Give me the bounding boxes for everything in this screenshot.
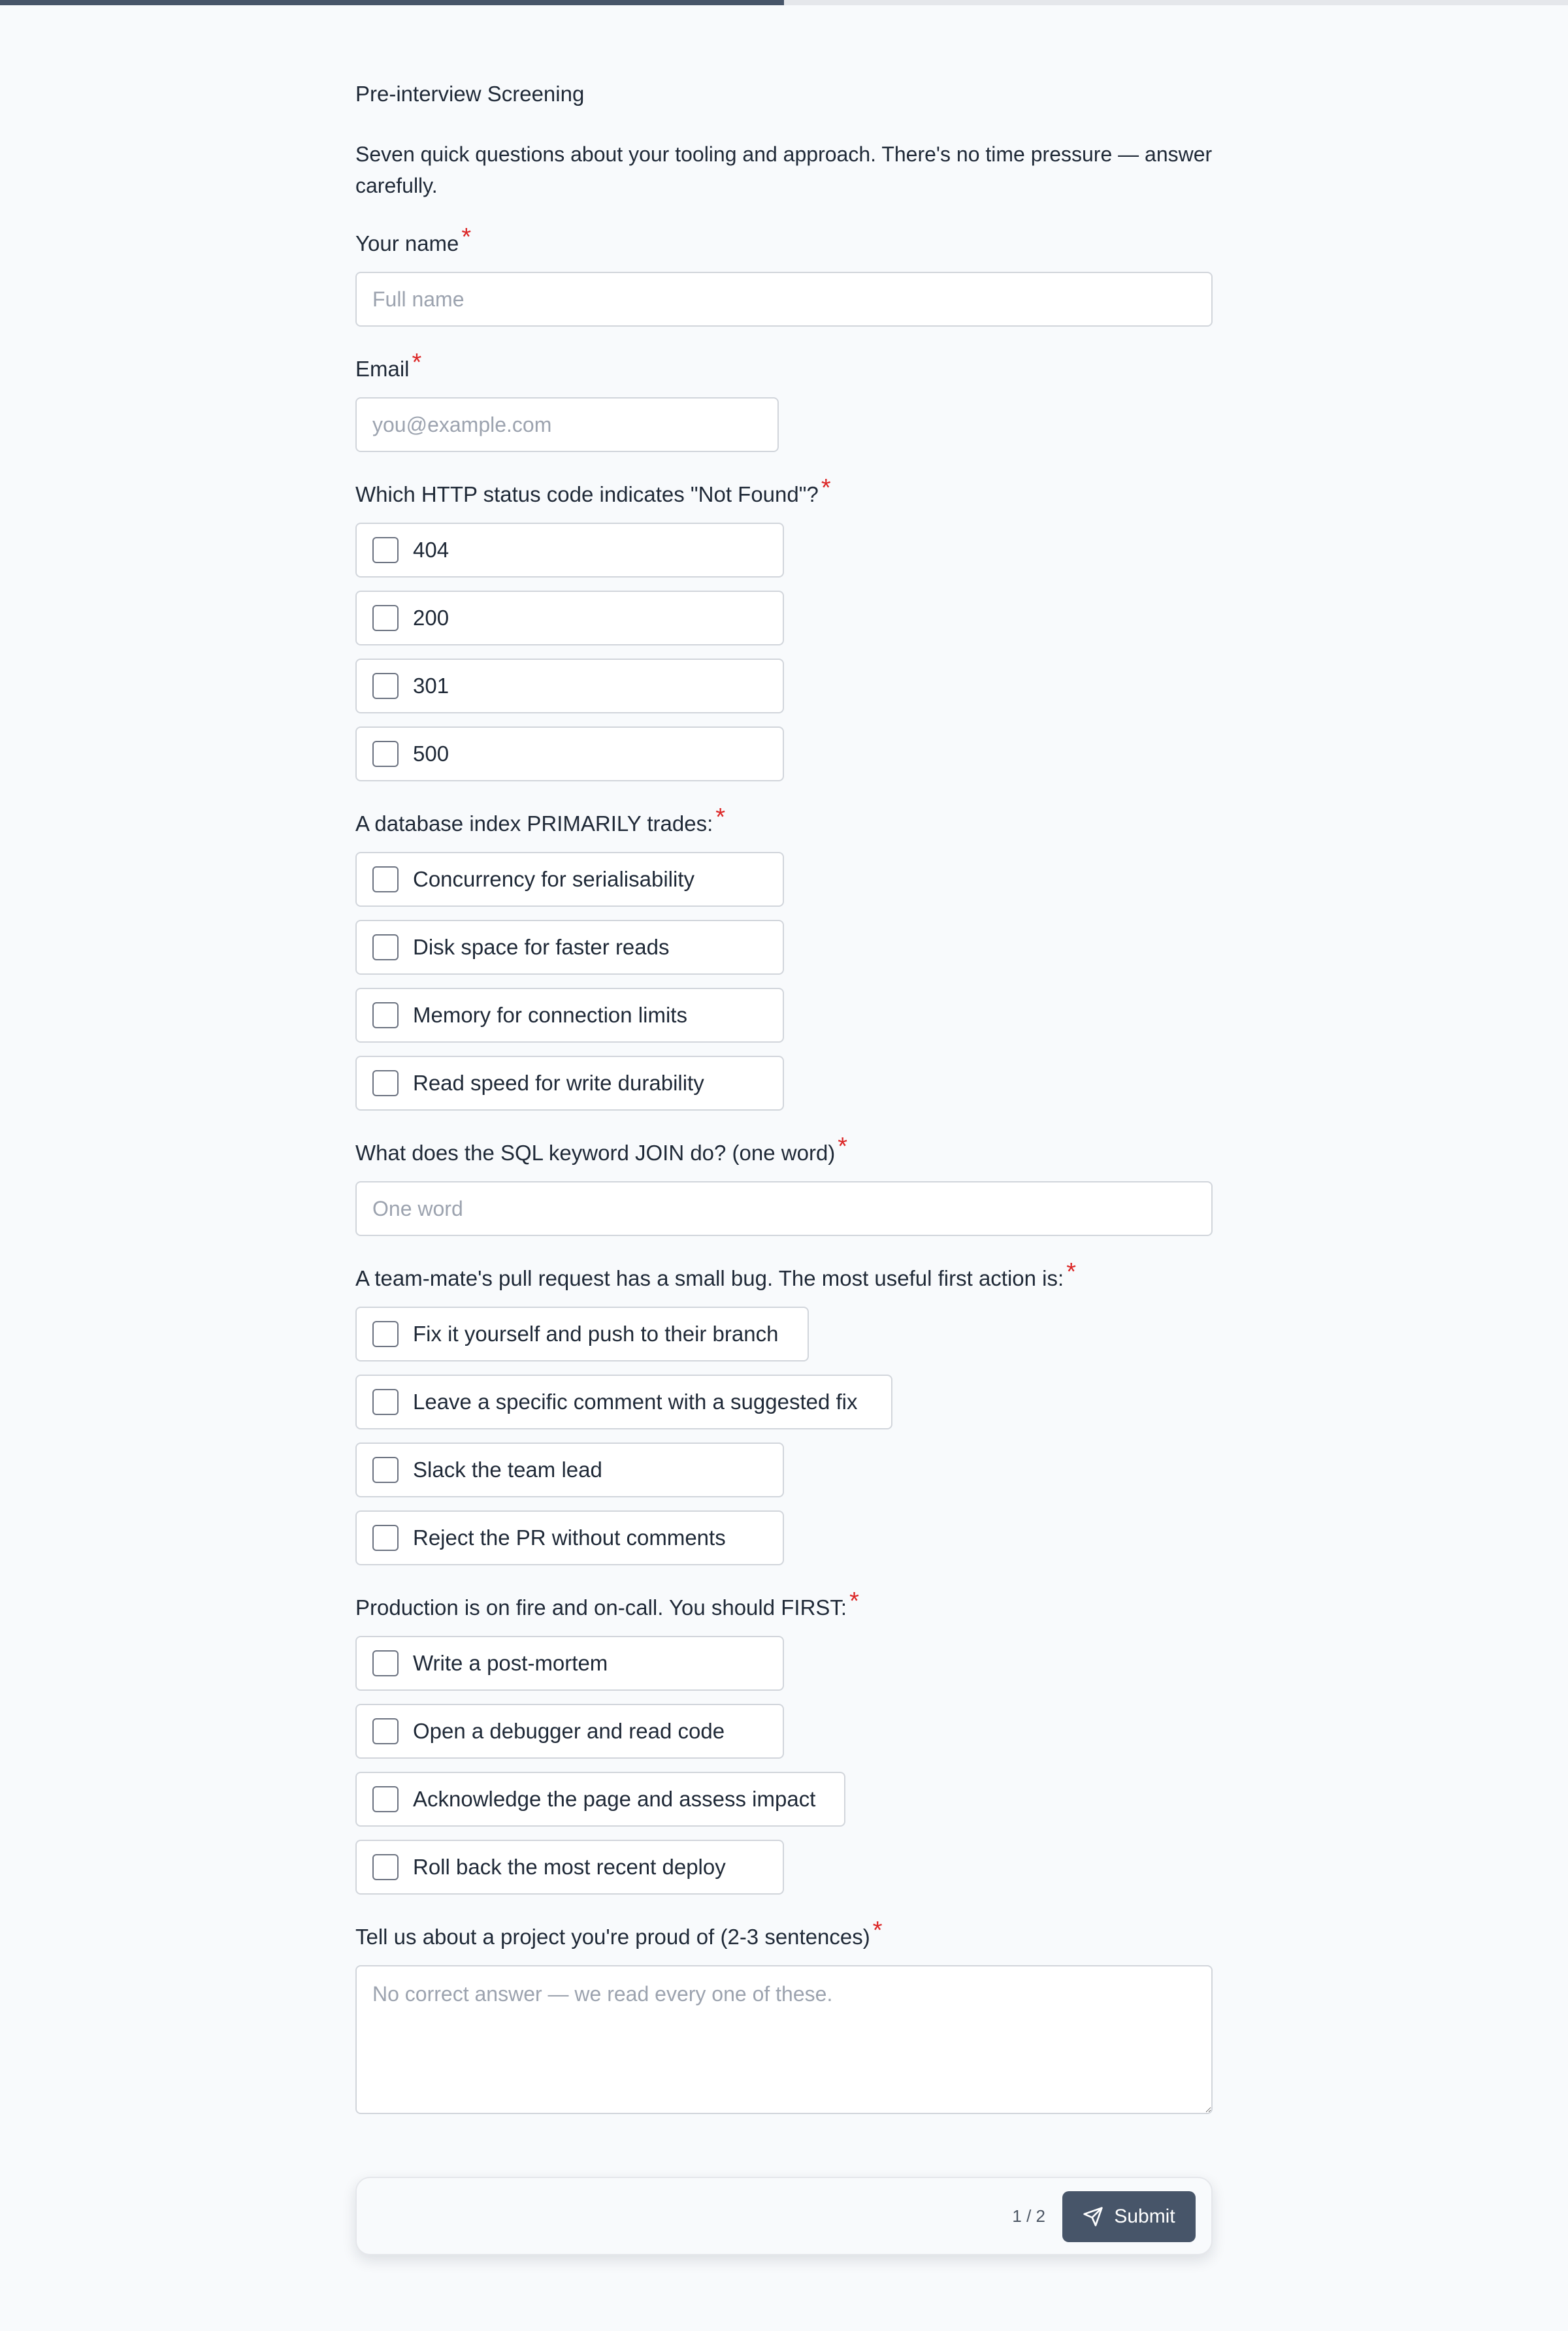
required-asterisk: *: [838, 1133, 848, 1160]
checkbox[interactable]: [372, 1457, 399, 1483]
form-title: Pre-interview Screening: [355, 82, 585, 106]
option-label: Leave a specific comment with a suggested fix: [413, 1390, 858, 1414]
required-asterisk: *: [821, 474, 831, 502]
required-asterisk: *: [872, 1917, 883, 1944]
checkbox[interactable]: [372, 605, 399, 631]
option-label: Reject the PR without comments: [413, 1525, 726, 1550]
form-footer: [355, 2177, 1213, 2255]
checkbox[interactable]: [372, 1389, 399, 1415]
required-asterisk: *: [461, 223, 472, 251]
checkbox[interactable]: [372, 1854, 399, 1880]
option-label: 404: [413, 538, 449, 562]
question-project: [355, 1917, 1213, 2114]
email-input[interactable]: [355, 397, 779, 452]
option-500[interactable]: [355, 726, 784, 781]
checkbox[interactable]: [372, 1321, 399, 1347]
required-asterisk: *: [1066, 1258, 1076, 1286]
option-label: Slack the team lead: [413, 1458, 602, 1482]
send-icon: [1083, 2206, 1103, 2227]
option-read-speed[interactable]: [355, 1056, 784, 1111]
option-label: Read speed for write durability: [413, 1071, 704, 1095]
required-asterisk: *: [715, 804, 726, 831]
option-slack-lead[interactable]: [355, 1443, 784, 1497]
question-label-text: Which HTTP status code indicates "Not Found"?: [355, 482, 819, 506]
submit-button[interactable]: [1062, 2191, 1196, 2242]
option-label: Roll back the most recent deploy: [413, 1855, 726, 1879]
question-label-text: Email: [355, 357, 410, 381]
progress-bar-fill: [0, 0, 784, 5]
checkbox[interactable]: [372, 1070, 399, 1096]
question-label: [355, 349, 1213, 385]
option-post-mortem[interactable]: [355, 1636, 784, 1691]
question-email: [355, 349, 1213, 452]
option-label: 301: [413, 674, 449, 698]
checkbox[interactable]: [372, 1002, 399, 1028]
question-label: [355, 474, 1213, 511]
question-http-status: [355, 474, 1213, 781]
option-memory[interactable]: [355, 988, 784, 1043]
form-description: Seven quick questions about your tooling and approach. There's no time pressure — answer carefully.: [355, 142, 1213, 197]
checkbox[interactable]: [372, 1786, 399, 1812]
checkbox[interactable]: [372, 866, 399, 892]
checkbox[interactable]: [372, 537, 399, 563]
page-indicator: 1 / 2: [1012, 2206, 1045, 2226]
required-asterisk: *: [849, 1588, 859, 1615]
question-label-text: A team-mate's pull request has a small bug. The most useful first action is:: [355, 1266, 1064, 1290]
option-disk-space[interactable]: [355, 920, 784, 975]
option-roll-back[interactable]: [355, 1840, 784, 1895]
checkbox[interactable]: [372, 673, 399, 699]
option-label: Acknowledge the page and assess impact: [413, 1787, 816, 1811]
option-label: Concurrency for serialisability: [413, 867, 694, 891]
option-label: Open a debugger and read code: [413, 1719, 725, 1743]
question-label: [355, 1588, 1213, 1624]
option-acknowledge[interactable]: [355, 1772, 845, 1827]
question-label-text: A database index PRIMARILY trades:: [355, 811, 713, 836]
checkbox[interactable]: [372, 934, 399, 960]
progress-bar: [0, 0, 1568, 5]
option-404[interactable]: [355, 523, 784, 578]
option-301[interactable]: [355, 659, 784, 713]
option-debugger[interactable]: [355, 1704, 784, 1759]
question-label-text: Tell us about a project you're proud of (2-3 sentences): [355, 1925, 870, 1949]
option-concurrency[interactable]: [355, 852, 784, 907]
screening-form: [355, 77, 1213, 2114]
name-input[interactable]: [355, 272, 1213, 327]
sql-join-input[interactable]: [355, 1181, 1213, 1236]
option-leave-comment[interactable]: [355, 1375, 892, 1429]
option-fix-yourself[interactable]: [355, 1307, 809, 1361]
checkbox[interactable]: [372, 741, 399, 767]
question-pull-request: [355, 1258, 1213, 1565]
question-name: [355, 223, 1213, 327]
question-label: [355, 1133, 1213, 1169]
question-label-text: Production is on fire and on-call. You should FIRST:: [355, 1595, 847, 1620]
question-database-index: [355, 804, 1213, 1111]
checkbox[interactable]: [372, 1718, 399, 1744]
project-textarea[interactable]: [355, 1965, 1213, 2114]
checkbox[interactable]: [372, 1525, 399, 1551]
question-label: [355, 1917, 1213, 1953]
option-label: Memory for connection limits: [413, 1003, 687, 1027]
checkbox[interactable]: [372, 1650, 399, 1676]
question-label: [355, 1258, 1213, 1295]
question-label-text: What does the SQL keyword JOIN do? (one word): [355, 1141, 836, 1165]
question-label: [355, 223, 1213, 260]
submit-label: Submit: [1114, 2206, 1175, 2227]
question-label-text: Your name: [355, 231, 459, 255]
question-label: [355, 804, 1213, 840]
option-200[interactable]: [355, 591, 784, 645]
required-asterisk: *: [412, 349, 422, 376]
option-label: 500: [413, 742, 449, 766]
question-sql-join: [355, 1133, 1213, 1236]
option-label: Fix it yourself and push to their branch: [413, 1322, 779, 1346]
option-label: 200: [413, 606, 449, 630]
option-reject-pr[interactable]: [355, 1510, 784, 1565]
question-oncall: [355, 1588, 1213, 1895]
option-label: Disk space for faster reads: [413, 935, 670, 959]
option-label: Write a post-mortem: [413, 1651, 608, 1675]
